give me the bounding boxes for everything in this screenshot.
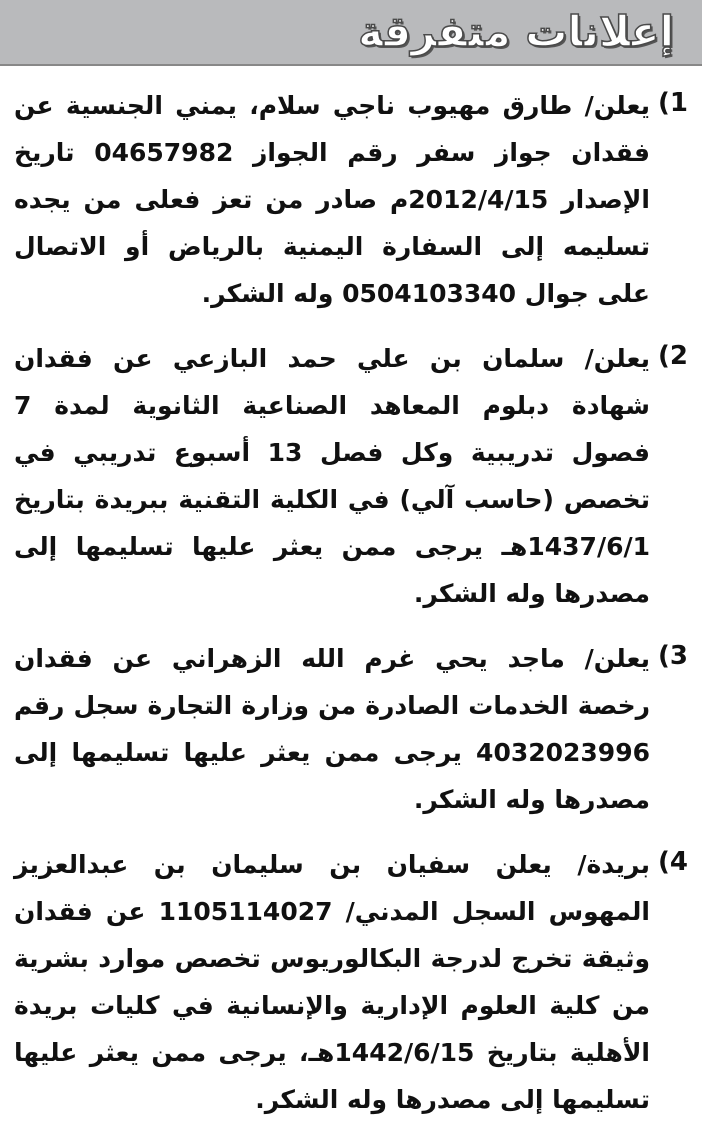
ad-text: يعلن/ سلمان بن علي حمد البازعي عن فقدان شهادة دبلوم المعاهد الصناعية الثانوية لمدة 7 فصول تدريبية وكل فصل 13 أسبوع تدريبي في تخصص (حاسب آلي) في الكلية التقنية ببريدة بتاريخ 1437/6/1هـ يرجى ممن يعثر عليها تسليمها إلى مصدرها وله الشكر. — [14, 344, 650, 608]
ad-number: 1) — [658, 88, 688, 118]
ad-number: 4) — [658, 847, 688, 877]
classified-ad — [14, 635, 688, 823]
ad-text: يعلن/ ماجد يحي غرم الله الزهراني عن فقدان رخصة الخدمات الصادرة من وزارة التجارة سجل رقم 4032023996 يرجى ممن يعثر عليها تسليمها إلى مصدرها وله الشكر. — [14, 644, 650, 814]
classified-ad — [14, 335, 688, 617]
ad-text: بريدة/ يعلن سفيان بن سليمان بن عبدالعزيز المهوس السجل المدني/ 1105114027 عن فقدان وثيقة تخرج لدرجة البكالوريوس تخصص موارد بشرية من كلية العلوم الإدارية والإنسانية في كليات بريدة الأهلية بتاريخ 1442/6/15هـ، يرجى ممن يعثر عليها تسليمها إلى مصدرها وله الشكر. — [14, 850, 651, 1114]
classified-ads-list — [14, 82, 688, 1141]
section-header — [0, 0, 702, 66]
classified-ad — [14, 82, 688, 317]
ad-text: يعلن/ طارق مهيوب ناجي سلام، يمني الجنسية عن فقدان جواز سفر رقم الجواز 04657982 تاريخ الإصدار 2012/4/15م صادر من تعز فعلى من يجده تسليمه إلى السفارة اليمنية بالرياض أو الاتصال على جوال 0504103340 وله الشكر. — [14, 91, 650, 308]
classified-ad — [14, 841, 688, 1123]
section-title: إعلانات متفرقة — [358, 7, 674, 56]
ad-number: 3) — [658, 641, 688, 671]
ad-number: 2) — [658, 341, 688, 371]
